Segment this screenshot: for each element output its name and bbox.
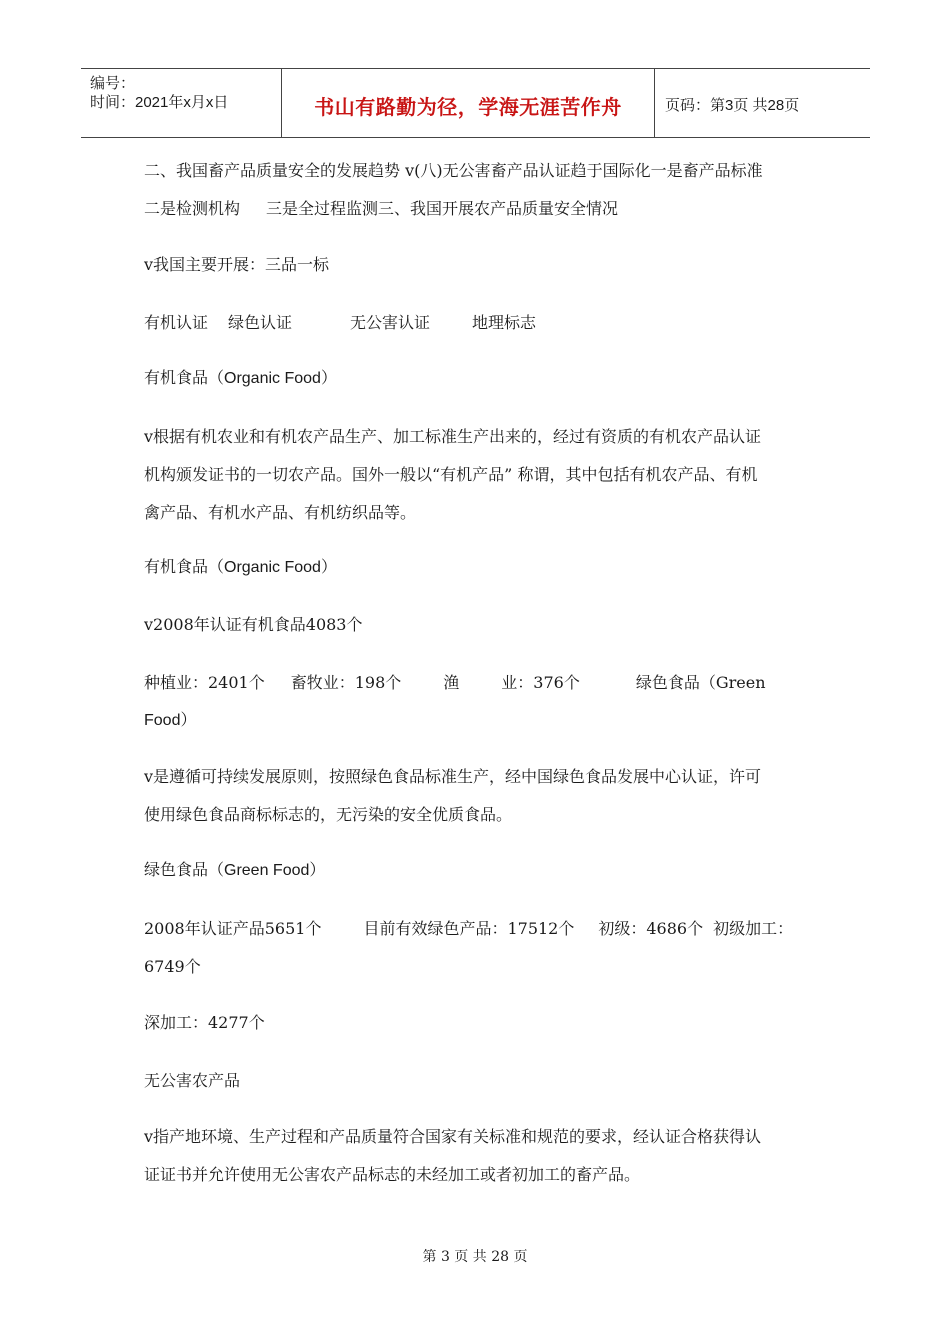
header-meta-cell [81, 69, 282, 137]
stat-primary-processing: 初级加工： [713, 919, 794, 938]
paragraph-sector-stats-2: Food） [144, 712, 197, 729]
paragraph-green-def-2: 使用绿色食品商标标志的，无污染的安全优质食品。 [144, 805, 513, 824]
text-trend: 二、我国畜产品质量安全的发展趋势 v(八)无公害畜产品认证趋于国际化一是畜产品标准 [144, 161, 763, 180]
stat-fishery-2: 业：376个 [501, 673, 580, 692]
paragraph-organic-def-3: 禽产品、有机水产品、有机纺织品等。 [144, 503, 417, 522]
heading-organic-food-2: 有机食品（Organic Food） [144, 559, 337, 576]
header-motto-cell [282, 69, 655, 137]
text-process: 三是全过程监测三、我国开展农产品质量安全情况 [266, 199, 619, 218]
cert-pollution-free: 无公害认证 [350, 313, 431, 332]
header-page-cell [655, 69, 870, 137]
paragraph-pollution-free-def-1: v指产地环境、生产过程和产品质量符合国家有关标准和规范的要求，经认证合格获得认 [144, 1127, 762, 1146]
heading-organic-food: 有机食品（Organic Food） [144, 370, 337, 387]
cert-geographic: 地理标志 [472, 313, 537, 332]
paragraph-organic-def-2: 机构颁发证书的一切农产品。国外一般以“有机产品” 称谓，其中包括有机农产品、有机 [144, 465, 758, 484]
heading-pollution-free: 无公害农产品 [144, 1071, 241, 1090]
stat-planting: 种植业：2401个 [144, 673, 265, 692]
paragraph-green-stats [144, 910, 810, 948]
paragraph-three-products: v我国主要开展：三品一标 [144, 255, 330, 274]
stat-livestock: 畜牧业：198个 [290, 673, 402, 692]
heading-green-food-inline: 绿色食品（Green [635, 673, 766, 692]
paragraph-deep-processing: 深加工：4277个 [144, 1013, 265, 1032]
paragraph-trend-line2 [144, 190, 810, 228]
stat-primary: 初级：4686个 [598, 919, 704, 938]
paragraph-organic-def-1: v根据有机农业和有机农产品生产、加工标准生产出来的，经过有资质的有机农产品认证 [144, 427, 762, 446]
paragraph-pollution-free-def-2: 证证书并允许使用无公害农产品标志的未经加工或者初加工的畜产品。 [144, 1165, 641, 1184]
motto: 书山有路勤为径，学海无涯苦作舟 [314, 97, 622, 119]
header-table [81, 68, 870, 138]
number-label: 编号： [90, 75, 136, 92]
paragraph-trend-line1 [144, 152, 810, 190]
certification-types [144, 304, 810, 342]
cert-organic: 有机认证 [144, 313, 209, 332]
paragraph-green-stats-2: 6749个 [144, 957, 201, 976]
text-testing: 二是检测机构 [144, 199, 241, 218]
page-footer: 第 3 页 共 28 页 [422, 1249, 528, 1265]
stat-green-valid: 目前有效绿色产品：17512个 [363, 919, 575, 938]
heading-green-food: 绿色食品（Green Food） [144, 862, 326, 879]
paragraph-organic-2008: v2008年认证有机食品4083个 [144, 615, 363, 634]
time-label: 时间：2021年x月x日 [90, 94, 229, 111]
page-label: 页码：第3页 共28页 [665, 97, 800, 114]
stat-green-2008: 2008年认证产品5651个 [144, 919, 322, 938]
paragraph-sector-stats [144, 664, 810, 702]
cert-green: 绿色认证 [228, 313, 293, 332]
stat-fishery-1: 渔 [443, 673, 460, 692]
paragraph-green-def-1: v是遵循可持续发展原则，按照绿色食品标准生产，经中国绿色食品发展中心认证，许可 [144, 767, 762, 786]
